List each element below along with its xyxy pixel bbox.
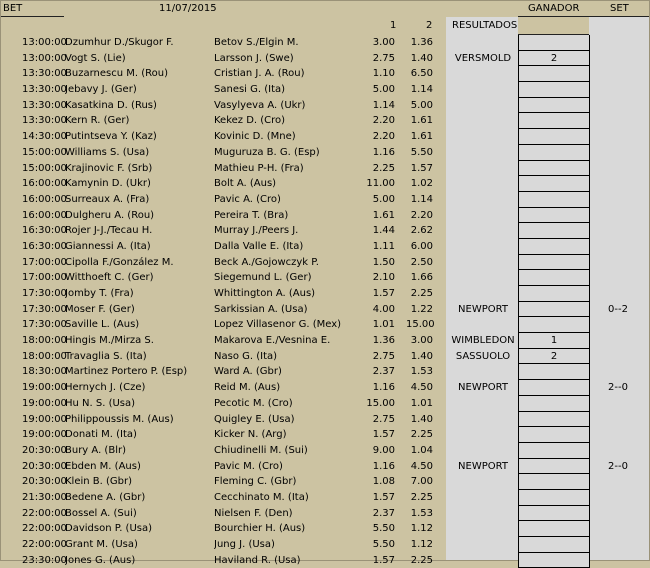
match-row (1, 364, 649, 380)
odds1: 2.10 (372, 272, 395, 284)
player2: Siegemund L. (Ger) (214, 272, 312, 284)
match-time: 21:30:00 (22, 491, 67, 503)
odds2: 1.40 (410, 52, 433, 64)
odds2: 1.12 (410, 523, 433, 535)
player2: Larsson J. (Swe) (214, 52, 294, 64)
match-time: 22:00:00 (22, 539, 67, 550)
odds2: 15.00 (406, 319, 435, 331)
odds1: 1.16 (372, 382, 395, 394)
match-row (1, 176, 649, 192)
odds1: 1.57 (372, 554, 395, 566)
match-row (1, 443, 649, 459)
player1: Donati M. (Ita) (65, 429, 137, 441)
match-time: 20:30:00 (22, 460, 67, 472)
match-row (1, 333, 649, 349)
odds2: 2.62 (410, 225, 433, 237)
player2: Haviland R. (Usa) (214, 554, 301, 566)
odds1: 2.20 (372, 131, 395, 143)
match-time: 16:30:00 (22, 240, 67, 252)
resultado-cell[interactable]: NEWPORT (458, 303, 508, 315)
odds2: 4.50 (410, 460, 433, 472)
match-time: 16:30:00 (22, 225, 67, 237)
ganador-cell[interactable]: 2 (518, 51, 590, 67)
match-row (1, 490, 649, 506)
player2: Ward A. (Gbr) (214, 366, 282, 378)
match-row (1, 286, 649, 302)
odds1: 2.75 (372, 413, 395, 425)
player1: Hu N. S. (Usa) (65, 397, 136, 409)
match-row (1, 380, 649, 396)
match-time: 16:00:00 (22, 193, 67, 205)
player1: Philippoussis M. (Aus) (65, 413, 174, 425)
player2: Naso G. (Ita) (214, 350, 278, 362)
player1: Giannessi A. (Ita) (65, 240, 151, 252)
player2: Mathieu P-H. (Fra) (214, 162, 304, 174)
player1: Witthoeft C. (Ger) (65, 272, 154, 284)
odds1: 3.00 (372, 37, 395, 48)
odds2: 1.01 (410, 397, 433, 409)
match-time: 13:30:00 (22, 68, 67, 80)
ganador-cell[interactable] (518, 270, 590, 286)
header-underline-left (1, 16, 64, 17)
match-row (1, 459, 649, 475)
match-row (1, 66, 649, 82)
odds2: 2.25 (410, 429, 433, 441)
player2: Bourchier H. (Aus) (214, 523, 306, 535)
ganador-cell[interactable] (518, 35, 590, 51)
player1: Vogt S. (Lie) (65, 52, 126, 64)
match-row (1, 302, 649, 318)
match-time: 13:30:00 (22, 84, 67, 96)
odds1: 15.00 (366, 397, 395, 409)
player1: Martinez Portero P. (Esp) (65, 366, 188, 378)
odds1: 11.00 (366, 178, 395, 190)
odds1: 2.75 (372, 350, 395, 362)
odds2: 1.04 (410, 444, 433, 456)
resultado-cell[interactable]: VERSMOLD (454, 52, 512, 64)
player1: Jones G. (Aus) (65, 554, 136, 566)
match-row (1, 396, 649, 412)
odds1: 1.50 (372, 256, 395, 268)
player2: Betov S./Elgin M. (214, 37, 299, 48)
player1: Moser F. (Ger) (65, 303, 135, 315)
odds2: 5.00 (410, 99, 433, 111)
match-row (1, 521, 649, 537)
ganador-cell[interactable] (518, 412, 590, 428)
player1: Krajinovic F. (Srb) (65, 162, 153, 174)
player2: Cecchinato M. (Ita) (214, 491, 309, 503)
ganador-cell[interactable] (518, 98, 590, 114)
odds2: 1.53 (410, 507, 433, 519)
odds2: 2.20 (410, 209, 433, 221)
player1: Kern R. (Ger) (65, 115, 130, 127)
resultado-cell[interactable]: NEWPORT (458, 460, 508, 472)
odds2: 1.22 (410, 303, 433, 315)
player1: Cipolla F./González M. (65, 256, 174, 268)
odds1: 9.00 (372, 444, 395, 456)
match-row (1, 506, 649, 522)
ganador-cell[interactable] (518, 380, 590, 396)
odds1: 1.57 (372, 288, 395, 299)
match-time: 23:30:00 (22, 554, 67, 566)
odds2: 2.50 (410, 256, 433, 268)
player2: Murray J./Peers J. (214, 225, 299, 237)
match-time: 13:00:00 (22, 52, 67, 64)
match-time: 20:30:00 (22, 444, 67, 456)
ganador-cell[interactable] (518, 223, 590, 239)
ganador-cell[interactable] (518, 317, 590, 333)
match-row (1, 161, 649, 177)
match-list (1, 35, 649, 568)
ganador-cell[interactable] (518, 521, 590, 537)
match-time: 13:30:00 (22, 99, 67, 111)
ganador-cell[interactable] (518, 145, 590, 161)
player1: Rojer J-J./Tecau H. (65, 225, 153, 237)
match-row (1, 82, 649, 98)
player2: Dalla Valle E. (Ita) (214, 240, 304, 252)
ganador-cell[interactable] (518, 537, 590, 553)
odds1: 2.37 (372, 507, 395, 519)
player2: Pecotic M. (Cro) (214, 397, 293, 409)
odds1: 1.10 (372, 68, 395, 80)
player2: Lopez Villasenor G. (Mex) (214, 319, 342, 331)
match-time: 22:00:00 (22, 507, 67, 519)
odds2: 1.12 (410, 539, 433, 550)
player2: Pavic A. (Cro) (214, 193, 281, 205)
ganador-cell[interactable] (518, 506, 590, 522)
match-row (1, 145, 649, 161)
odds2: 7.00 (410, 476, 433, 488)
player2: Sanesi G. (Ita) (214, 84, 286, 96)
set-label: SET (610, 3, 629, 14)
player1: Dulgheru A. (Rou) (65, 209, 155, 221)
odds2: 6.00 (410, 240, 433, 252)
player2: Jung J. (Usa) (214, 539, 275, 550)
match-time: 15:00:00 (22, 146, 67, 158)
player1: Bossel A. (Sui) (65, 507, 137, 519)
player2: Quigley E. (Usa) (214, 413, 295, 425)
player1: Klein B. (Gbr) (65, 476, 133, 488)
ganador-cell[interactable] (518, 427, 590, 443)
ganador-cell[interactable] (518, 553, 590, 568)
match-row (1, 270, 649, 286)
odds1: 1.16 (372, 460, 395, 472)
odds1: 5.50 (372, 539, 395, 550)
odds2: 1.14 (410, 84, 433, 96)
player2: Pavic M. (Cro) (214, 460, 283, 472)
match-time: 15:00:00 (22, 162, 67, 174)
ganador-cell[interactable] (518, 239, 590, 255)
set-cell[interactable]: 0--2 (608, 303, 628, 315)
odds2: 3.00 (410, 335, 433, 347)
odds1: 1.14 (372, 99, 395, 111)
player1: Bury A. (Blr) (65, 444, 126, 456)
odds2: 2.25 (410, 288, 433, 299)
match-time: 17:30:00 (22, 288, 67, 299)
odds2-header: 2 (426, 20, 433, 31)
player2: Muguruza B. G. (Esp) (214, 146, 320, 158)
odds1: 5.00 (372, 84, 395, 96)
player2: Sarkissian A. (Usa) (214, 303, 308, 315)
player2: Vasylyeva A. (Ukr) (214, 99, 306, 111)
match-row (1, 537, 649, 553)
match-time: 17:00:00 (22, 272, 67, 284)
match-time: 17:00:00 (22, 256, 67, 268)
match-row (1, 113, 649, 129)
player1: Jomby T. (Fra) (65, 288, 134, 299)
header-underline-right (518, 16, 649, 17)
match-time: 19:00:00 (22, 397, 67, 409)
ganador-cell[interactable] (518, 129, 590, 145)
set-cell[interactable]: 2--0 (608, 460, 628, 472)
match-time: 14:30:00 (22, 131, 67, 143)
player1: Kamynin D. (Ukr) (65, 178, 151, 190)
match-row (1, 239, 649, 255)
match-row (1, 35, 649, 51)
player2: Pereira T. (Bra) (214, 209, 289, 221)
player2: Beck A./Gojowczyk P. (214, 256, 319, 268)
ganador-cell[interactable] (518, 113, 590, 129)
player1: Bedene A. (Gbr) (65, 491, 146, 503)
odds2: 1.66 (410, 272, 433, 284)
ganador-cell[interactable] (518, 364, 590, 380)
player1: Hernych J. (Cze) (65, 382, 146, 394)
match-row (1, 255, 649, 271)
player1: Putintseva Y. (Kaz) (65, 131, 157, 143)
ganador-cell[interactable] (518, 66, 590, 82)
resultados-header: RESULTADOS (452, 20, 518, 31)
odds1: 2.37 (372, 366, 395, 378)
odds2: 1.40 (410, 350, 433, 362)
ganador-cell[interactable] (518, 192, 590, 208)
match-row (1, 412, 649, 428)
match-row (1, 192, 649, 208)
player1: Surreaux A. (Fra) (65, 193, 150, 205)
odds1: 5.50 (372, 523, 395, 535)
player2: Nielsen F. (Den) (214, 507, 293, 519)
odds1: 1.57 (372, 429, 395, 441)
odds1: 1.16 (372, 146, 395, 158)
ganador-cell[interactable] (518, 82, 590, 98)
ganador-cell[interactable] (518, 302, 590, 318)
match-row (1, 474, 649, 490)
resultado-cell[interactable]: WIMBLEDON (451, 335, 515, 347)
ganador-cell[interactable] (518, 459, 590, 475)
odds1: 1.61 (372, 209, 395, 221)
player1: Davidson P. (Usa) (65, 523, 153, 535)
match-time: 17:30:00 (22, 319, 67, 331)
player2: Kicker N. (Arg) (214, 429, 287, 441)
match-time: 18:30:00 (22, 366, 67, 378)
match-row (1, 208, 649, 224)
odds2: 2.25 (410, 554, 433, 566)
player1: Williams S. (Usa) (65, 146, 150, 158)
ganador-cell[interactable] (518, 161, 590, 177)
match-row (1, 553, 649, 568)
odds1: 1.11 (372, 240, 395, 252)
odds1: 1.57 (372, 491, 395, 503)
odds2: 1.53 (410, 366, 433, 378)
match-row (1, 129, 649, 145)
odds1: 1.08 (372, 476, 395, 488)
odds2: 5.50 (410, 146, 433, 158)
match-time: 13:00:00 (22, 37, 67, 48)
match-time: 17:30:00 (22, 303, 67, 315)
ganador-cell[interactable] (518, 443, 590, 459)
odds2: 6.50 (410, 68, 433, 80)
match-time: 16:00:00 (22, 178, 67, 190)
player1: Buzarnescu M. (Rou) (65, 68, 168, 80)
odds2: 1.36 (410, 37, 433, 48)
ganador-cell[interactable]: 1 (518, 333, 590, 349)
ganador-label: GANADOR (528, 3, 580, 14)
player1: Hingis M./Mirza S. (65, 335, 154, 347)
ganador-cell[interactable] (518, 490, 590, 506)
match-row (1, 317, 649, 333)
odds2: 2.25 (410, 491, 433, 503)
ganador-cell[interactable]: 2 (518, 349, 590, 365)
odds2: 1.61 (410, 131, 433, 143)
player2: Reid M. (Aus) (214, 382, 281, 394)
resultado-cell[interactable]: SASSUOLO (455, 350, 511, 362)
ganador-cell[interactable] (518, 474, 590, 490)
ganador-cell[interactable] (518, 396, 590, 412)
match-row (1, 98, 649, 114)
date-label: 11/07/2015 (159, 3, 217, 14)
match-time: 19:00:00 (22, 413, 67, 425)
match-time: 18:00:00 (22, 335, 67, 347)
ganador-cell[interactable] (518, 176, 590, 192)
player2: Cristian J. A. (Rou) (214, 68, 305, 80)
player2: Kovinic D. (Mne) (214, 131, 296, 143)
player2: Chiudinelli M. (Sui) (214, 444, 308, 456)
player1: Travaglia S. (Ita) (65, 350, 147, 362)
match-time: 19:00:00 (22, 429, 67, 441)
ganador-cell[interactable] (518, 286, 590, 302)
odds1: 1.01 (372, 319, 395, 331)
match-row (1, 349, 649, 365)
odds1: 2.20 (372, 115, 395, 127)
match-time: 19:00:00 (22, 382, 67, 394)
odds2: 1.61 (410, 115, 433, 127)
set-cell[interactable]: 2--0 (608, 382, 628, 394)
odds1: 2.75 (372, 52, 395, 64)
player1: Ebden M. (Aus) (65, 460, 141, 472)
odds1-header: 1 (390, 20, 397, 31)
resultado-cell[interactable]: NEWPORT (458, 382, 508, 394)
player1: Saville L. (Aus) (65, 319, 140, 331)
player2: Makarova E./Vesnina E. (214, 335, 331, 347)
header-row (1, 1, 649, 17)
match-time: 22:00:00 (22, 523, 67, 535)
match-row (1, 427, 649, 443)
player1: Dzumhur D./Skugor F. (65, 37, 174, 48)
player1: Grant M. (Usa) (65, 539, 138, 550)
match-row (1, 51, 649, 67)
odds2: 1.02 (410, 178, 433, 190)
odds2: 1.40 (410, 413, 433, 425)
ganador-cell[interactable] (518, 208, 590, 224)
match-time: 20:30:00 (22, 476, 67, 488)
player2: Whittington A. (Aus) (214, 288, 316, 299)
player2: Fleming C. (Gbr) (214, 476, 297, 488)
odds1: 4.00 (372, 303, 395, 315)
player1: Jebavy J. (Ger) (65, 84, 137, 96)
odds1: 2.25 (372, 162, 395, 174)
odds2: 1.14 (410, 193, 433, 205)
player2: Bolt A. (Aus) (214, 178, 277, 190)
bet-label: BET (3, 3, 23, 14)
player2: Kekez D. (Cro) (214, 115, 286, 127)
match-time: 18:00:00 (22, 350, 67, 362)
odds2: 4.50 (410, 382, 433, 394)
odds1: 5.00 (372, 193, 395, 205)
match-row (1, 223, 649, 239)
odds2: 1.57 (410, 162, 433, 174)
match-time: 13:30:00 (22, 115, 67, 127)
player1: Kasatkina D. (Rus) (65, 99, 157, 111)
odds1: 1.36 (372, 335, 395, 347)
odds1: 1.44 (372, 225, 395, 237)
ganador-cell[interactable] (518, 255, 590, 271)
match-time: 16:00:00 (22, 209, 67, 221)
